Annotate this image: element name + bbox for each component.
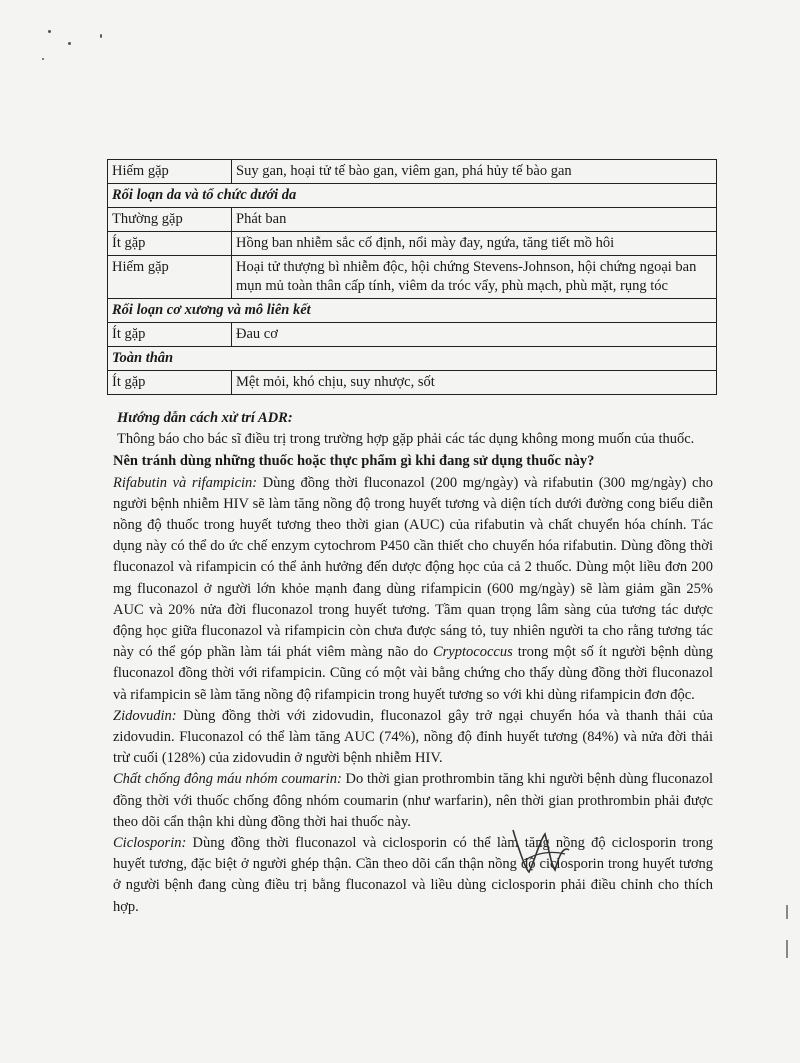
table-section-row [108, 184, 717, 208]
scan-speck [68, 42, 71, 45]
table-row [108, 371, 717, 395]
adr-table [107, 159, 717, 395]
coumarin-paragraph [113, 769, 713, 833]
rifabutin-text-2: trong một số ít người bệnh dùng fluconazol đồng thời với rifampicin. Cũng có một vài bằng chứng cho thấy dùng đồng thời fluconazol và rifampicin sẽ làm tăng nồng độ rifampicin trong huyết tương so với khi dùng rifampicin đơn độc. [113, 644, 713, 703]
table-row [108, 208, 717, 232]
ciclosporin-label: Ciclosporin: [113, 835, 187, 852]
adr-guide-text: Thông báo cho bác sĩ điều trị trong trường hợp gặp phải các tác dụng không mong muốn của thuốc. [117, 431, 695, 448]
rifabutin-label: Rifabutin và rifampicin: [113, 474, 258, 491]
table-row [108, 323, 717, 347]
adr-guide-heading: Hướng dẫn cách xử trí ADR: [117, 410, 293, 426]
zidovudin-text: Dùng đồng thời với zidovudin, fluconazol gây trở ngại chuyển hóa và thanh thải của zidovudin. Fluconazol có thể làm tăng AUC (74%), nồng độ đỉnh huyết tương (84%) và nửa đời thải trừ cuối (128%) của zidovudin ở người bệnh nhiễm HIV. [113, 707, 713, 767]
table-section-row [108, 299, 717, 323]
frequency-cell: Hiếm gặp [108, 160, 232, 184]
frequency-cell: Ít gặp [108, 323, 232, 347]
scan-speck [100, 34, 102, 38]
document-body [113, 408, 713, 918]
table-row [108, 256, 717, 299]
frequency-cell: Ít gặp [108, 371, 232, 395]
scan-speck [48, 30, 51, 33]
frequency-cell: Thường gặp [108, 208, 232, 232]
reaction-cell: Suy gan, hoại tử tế bào gan, viêm gan, phá hủy tế bào gan [232, 160, 717, 184]
table-section-row [108, 347, 717, 371]
reaction-cell: Phát ban [232, 208, 717, 232]
zidovudin-paragraph [113, 706, 713, 770]
frequency-cell: Ít gặp [108, 232, 232, 256]
coumarin-text: Do thời gian prothrombin tăng khi người bệnh dùng fluconazol đồng thời với thuốc chống đông nhóm coumarin (như warfarin), nên thời gian prothrombin phải được theo dõi cẩn thận khi dùng đồng thời hai thuốc này. [113, 771, 713, 830]
section-title: Toàn thân [108, 347, 717, 371]
coumarin-label: Chất chống đông máu nhóm coumarin: [113, 771, 342, 788]
frequency-cell: Hiếm gặp [108, 256, 232, 299]
reaction-cell: Mệt mỏi, khó chịu, suy nhược, sốt [232, 371, 717, 395]
reaction-cell: Đau cơ [232, 323, 717, 347]
rifabutin-text-1: Dùng đồng thời fluconazol (200 mg/ngày) và rifabutin (300 mg/ngày) cho người bệnh nhiễm HIV sẽ làm tăng nồng độ trong huyết tương và diện tích dưới đường cong biểu diễn nồng độ thuốc trong huyết tương theo thời gian (AUC) của rifabutin và chất chuyển hóa chính. Tác dụng này có thể do ức chế enzym cytochrom P450 cần thiết cho chuyển hóa rifabutin. Dùng đồng thời fluconazol và rifampicin có thể ảnh hưởng đến dược động học của cả 2 thuốc. Dùng một liều đơn 200 mg fluconazol ở người lớn khỏe mạnh đang dùng rifampicin (600 mg/ngày) sẽ làm giảm gần 25% AUC và 20% nửa đời fluconazol trong huyết tương. Tầm quan trọng lâm sàng của tương tác dược động học giữa fluconazol và rifampicin còn chưa được sáng tỏ, tuy nhiên người ta cho rằng tương tác này có thể góp phần làm tái phát viêm màng não do [113, 474, 713, 661]
section-title: Rối loạn da và tổ chức dưới da [108, 184, 717, 208]
reaction-cell: Hồng ban nhiễm sắc cố định, nổi mày đay, ngứa, tăng tiết mồ hôi [232, 232, 717, 256]
scan-edge-mark [786, 940, 788, 958]
ciclosporin-paragraph [113, 833, 713, 918]
handwritten-signature [505, 820, 575, 880]
scan-speck [42, 58, 44, 60]
scan-edge-mark [786, 905, 788, 919]
cryptococcus-term: Cryptococcus [432, 644, 513, 661]
table-row [108, 232, 717, 256]
section-title: Rối loạn cơ xương và mô liên kết [108, 299, 717, 323]
ciclosporin-text: Dùng đồng thời fluconazol và ciclosporin có thể làm tăng nồng độ ciclosporin trong huyết tương, đặc biệt ở người ghép thận. Cần theo dõi cẩn thận nồng độ ciclosporin trong huyết tương ở người bệnh đang cùng điều trị bằng fluconazol và liều dùng ciclosporin phải điều chỉnh cho thích hợp. [113, 835, 713, 915]
table-row [108, 160, 717, 184]
avoid-heading: Nên tránh dùng những thuốc hoặc thực phẩm gì khi đang sử dụng thuốc này? [113, 453, 595, 470]
rifabutin-paragraph [113, 473, 713, 706]
reaction-cell: Hoại tử thượng bì nhiễm độc, hội chứng Stevens-Johnson, hội chứng ngoại ban mụn mủ toàn thân cấp tính, viêm da tróc vẩy, phù mạch, phù mặt, rụng tóc [232, 256, 717, 299]
zidovudin-label: Zidovudin: [113, 707, 177, 724]
